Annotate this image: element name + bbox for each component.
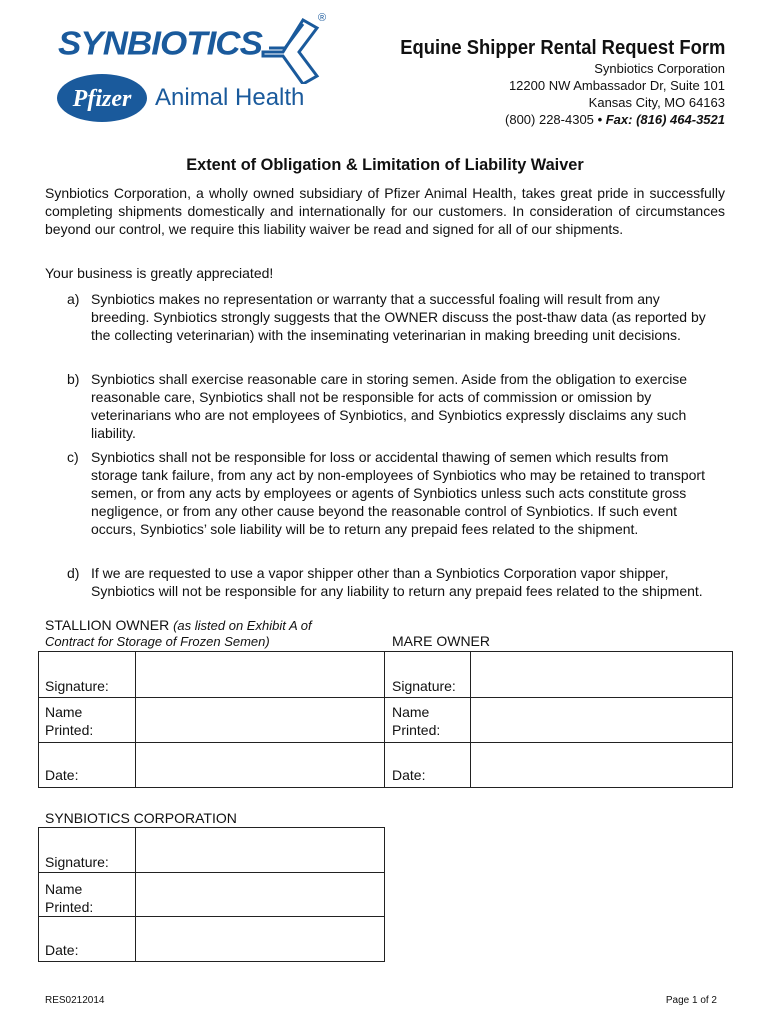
divider <box>384 651 385 787</box>
corp-date-label: Date: <box>45 942 79 958</box>
address-line-2: Kansas City, MO 64163 <box>588 95 725 110</box>
name-label-line-2: Printed: <box>45 899 94 915</box>
synbiotics-corporation-label: SYNBIOTICS CORPORATION <box>45 810 237 826</box>
name-label-line-1: Name <box>45 881 83 897</box>
item-marker: c) <box>67 449 79 465</box>
item-marker: b) <box>67 371 80 387</box>
synbiotics-logo-text: SYNBIOTICS <box>58 25 262 63</box>
item-text: Synbiotics shall exercise reasonable care in storing semen. Aside from the obligation to exercise reasonable care, Synbiotics shall not be responsible for acts of commission or omission by veterinarians who are not employees of Synbiotics, and Synbiotics expressly disclaims any such liability. <box>91 371 688 441</box>
stallion-signature-field[interactable] <box>136 652 383 697</box>
waiver-item <box>67 564 727 600</box>
document-code: RES0212014 <box>45 995 105 1006</box>
mare-date-field[interactable] <box>471 743 730 786</box>
corp-name-label <box>45 880 93 916</box>
stallion-owner-note: (as listed on Exhibit A of <box>173 618 312 633</box>
stallion-date-field[interactable] <box>136 743 383 786</box>
name-label-line-1: Name <box>45 704 83 720</box>
fax-number: (816) 464-3521 <box>636 112 725 127</box>
waiver-title: Extent of Obligation & Limitation of Liability Waiver <box>186 155 584 174</box>
company-name: Synbiotics Corporation <box>594 61 725 76</box>
mare-owner-label: MARE OWNER <box>392 633 490 649</box>
name-label-line-1: Name <box>392 704 430 720</box>
corp-name-field[interactable] <box>136 873 382 916</box>
waiver-item <box>67 448 727 538</box>
item-text: Synbiotics shall not be responsible for loss or accidental thawing of semen which results from storage tank failure, from any act by non-employees of Synbiotics who may be retained to transport semen, or from any acts by employees or agents of Synbiotics unless such acts constitute gross negligence, or from any other cause beyond the reasonable control of Synbiotics. If such event occurs, Synbiotics’ sole liability will be to return any prepaid fees related to the shipment. <box>91 449 705 537</box>
item-marker: d) <box>67 565 80 581</box>
address-line-1: 12200 NW Ambassador Dr, Suite 101 <box>508 78 725 93</box>
mare-signature-field[interactable] <box>471 652 730 697</box>
stallion-signature-label: Signature: <box>45 678 109 694</box>
corp-signature-label: Signature: <box>45 854 109 870</box>
mare-signature-label: Signature: <box>392 678 456 694</box>
waiver-intro: Synbiotics Corporation, a wholly owned subsidiary of Pfizer Animal Health, takes great pride in successfully completing shipments domestically and internationally for our customers. In consideration of circumstances beyond our control, we require this liability waiver be read and signed for all of our shipments. <box>45 185 725 237</box>
page-number: Page 1 of 2 <box>665 995 717 1006</box>
stallion-owner-label: STALLION OWNER <box>45 617 170 633</box>
fax-label: Fax: <box>605 112 633 127</box>
name-label-line-2: Printed: <box>392 722 441 738</box>
form-title: Equine Shipper Rental Request Form <box>399 37 725 59</box>
name-label-line-2: Printed: <box>45 722 94 738</box>
mare-date-label: Date: <box>392 767 426 783</box>
contact-line <box>505 112 725 128</box>
pfizer-logo-text: Pfizer <box>72 86 132 112</box>
stallion-owner-note-2: Contract for Storage of Frozen Semen) <box>45 634 270 649</box>
mare-name-field[interactable] <box>471 698 730 742</box>
appreciation-text: Your business is greatly appreciated! <box>45 265 274 281</box>
item-text: If we are requested to use a vapor shipper other than a Synbiotics Corporation vapor shipper, Synbiotics will not be responsible for any liability to return any prepaid fees related to the shipment. <box>91 565 703 599</box>
stallion-name-field[interactable] <box>136 698 383 742</box>
registered-mark: ® <box>318 12 327 24</box>
stallion-date-label: Date: <box>45 767 79 783</box>
waiver-item <box>67 290 727 344</box>
item-text: Synbiotics makes no representation or warranty that a successful foaling will result from any breeding. Synbiotics strongly suggests that the OWNER discuss the post-thaw data (as reported by the collecting veterinarian) with the inseminating veterinarian in making breeding unit decisions. <box>91 291 706 343</box>
item-marker: a) <box>67 291 80 307</box>
animal-health-text: Animal Health <box>155 84 305 111</box>
synbiotics-emblem-icon <box>255 14 325 84</box>
stallion-owner-heading <box>45 617 312 633</box>
stallion-name-label <box>45 703 93 739</box>
bullet: • <box>597 112 603 127</box>
pfizer-logo <box>55 72 149 124</box>
phone-number: (800) 228-4305 <box>505 112 594 127</box>
corp-date-field[interactable] <box>136 917 382 960</box>
waiver-item <box>67 370 727 442</box>
corp-signature-field[interactable] <box>136 828 382 872</box>
mare-name-label <box>392 703 440 739</box>
